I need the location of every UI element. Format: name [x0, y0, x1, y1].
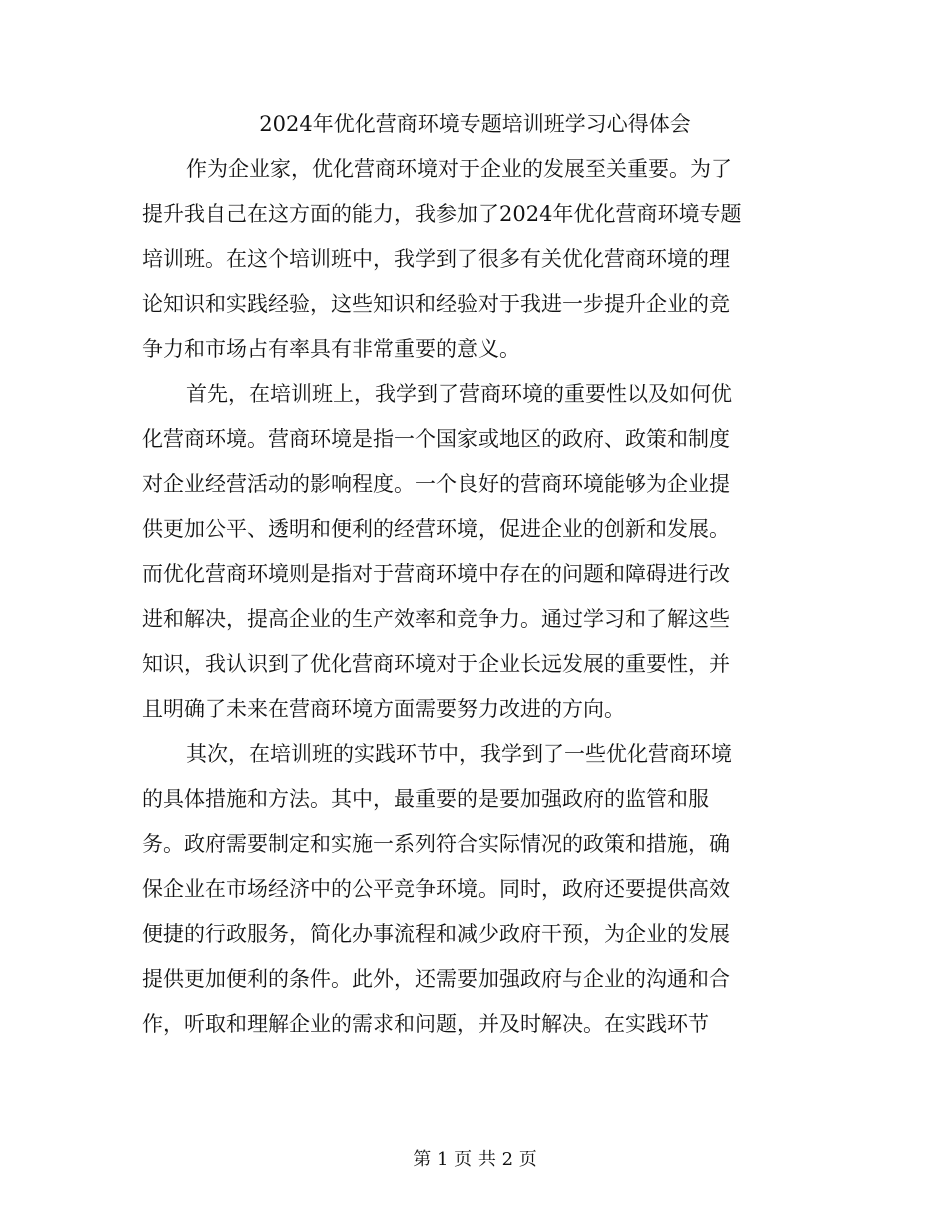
document-title: 2024年优化营商环境专题培训班学习心得体会 [259, 112, 691, 136]
paragraph-3-line-6: 提供更加便利的条件。此外，还需要加强政府与企业的沟通和合 [142, 967, 730, 991]
document-body [142, 147, 807, 1047]
paragraph-1-line-2: 提升我自己在这方面的能力，我参加了2024年优化营商环境专题 [142, 202, 742, 226]
paragraph-2-line-4: 供更加公平、透明和便利的经营环境，促进企业的创新和发展。 [142, 517, 730, 541]
paragraph-2-line-6: 进和解决，提高企业的生产效率和竞争力。通过学习和了解这些 [142, 607, 730, 631]
page-number-footer: 第 1 页 共 2 页 [413, 1149, 537, 1170]
paragraph-3-line-4: 保企业在市场经济中的公平竞争环境。同时，政府还要提供高效 [142, 877, 730, 901]
paragraph-2-line-5: 而优化营商环境则是指对于营商环境中存在的问题和障碍进行改 [142, 562, 730, 586]
paragraph-2-line-7: 知识，我认识到了优化营商环境对于企业长远发展的重要性，并 [142, 652, 730, 676]
paragraph-3-line-7: 作，听取和理解企业的需求和问题，并及时解决。在实践环节 [142, 1012, 709, 1036]
paragraph-2-line-8: 且明确了未来在营商环境方面需要努力改进的方向。 [142, 697, 625, 721]
paragraph-2-line-3: 对企业经营活动的影响程度。一个良好的营商环境能够为企业提 [142, 472, 730, 496]
paragraph-3-line-1: 其次，在培训班的实践环节中，我学到了一些优化营商环境 [186, 742, 732, 766]
paragraph-3-line-5: 便捷的行政服务，简化办事流程和减少政府干预，为企业的发展 [142, 922, 730, 946]
paragraph-2-line-2: 化营商环境。营商环境是指一个国家或地区的政府、政策和制度 [142, 427, 730, 451]
paragraph-2-line-1: 首先，在培训班上，我学到了营商环境的重要性以及如何优 [186, 382, 732, 406]
paragraph-3-line-2: 的具体措施和方法。其中，最重要的是要加强政府的监管和服 [142, 787, 709, 811]
paragraph-1-line-3: 培训班。在这个培训班中，我学到了很多有关优化营商环境的理 [142, 247, 730, 271]
paragraph-1-line-5: 争力和市场占有率具有非常重要的意义。 [142, 337, 520, 361]
paragraph-1-line-4: 论知识和实践经验，这些知识和经验对于我进一步提升企业的竞 [142, 292, 730, 316]
paragraph-3-line-3: 务。政府需要制定和实施一系列符合实际情况的政策和措施，确 [142, 832, 730, 856]
paragraph-1-line-1: 作为企业家，优化营商环境对于企业的发展至关重要。为了 [186, 157, 732, 181]
